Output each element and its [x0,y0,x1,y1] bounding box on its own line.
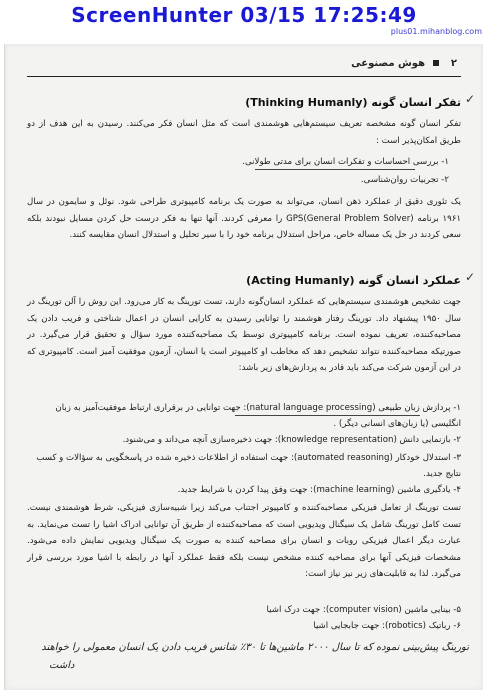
section2-item-6: ۶- رباتیک (robotics): جهت جابجایی اشیا [313,621,461,631]
handwritten-check-icon: ✓ [464,92,475,106]
banner-url: plus01.mihanblog.com [390,27,482,36]
section2-item-3: ۳- استدلال خودکار (automated reasoning): جهت استفاده از اطلاعات ذخیره شده در پاسخگویی به سؤالات و کسب نتایج جدید. [36,453,461,479]
page-header-title: هوش مصنوعی [351,58,425,69]
handwritten-underline [235,415,420,416]
handwritten-note: تورینگ پیش‌بینی نموده که تا سال ۲۰۰۰ ماشین‌ها تا ۳۰٪ شانس فریب دادن یک انسان معمولی را خواهند [41,642,469,653]
banner-title: ScreenHunter 03/15 17:25:49 [71,3,417,27]
handwritten-check-icon: ✓ [464,270,475,284]
bullet-square-icon [433,60,439,66]
scanned-page [4,44,483,690]
handwritten-underline [255,169,415,170]
section-heading-acting-humanly: عملکرد انسان گونه (Acting Humanly) [246,274,461,287]
section1-intro: تفکر انسان گونه مشخصه تعریف سیستم‌هایی هوشمندی است که مثل انسان فکر می‌کنند. رسیدن به این هدف از دو طریق امکان‌پذیر است : [27,119,461,146]
section2-item-4: ۴- یادگیری ماشین (machine learning): جهت وفق پیدا کردن با شرایط جدید. [177,485,461,495]
page-header [27,56,461,77]
handwritten-note-end: داشت [49,660,75,671]
section1-item-1: ۱- بررسی احساسات و تفکرات انسان برای مدتی طولانی. [242,157,449,167]
page-number: ۲ [450,58,457,69]
section1-item-2: ۲- تجربیات روان‌شناسی. [360,175,449,185]
screenhunter-banner [0,0,488,40]
section2-body: جهت تشخیص هوشمندی سیستم‌هایی که عملکرد انسان‌گونه دارند، تست تورینگ به کار می‌رود. این روش را آلن تورینگ در سال ۱۹۵۰ پیشنهاد داد. تورینگ رفتار هوشمند را توانایی رسیدن به کارایی انسان در اعمال شناختی و فریب دادن یک مصاحبه‌کننده، تعریف نموده است. برنامه کامپیوتری توسط یک مصاحبه‌کننده مورد سؤال و تحقیق قرار می‌گیرد. در صورتیکه مصاحبه‌کننده نتواند تشخیص دهد که مخاطب او کامپیوتر است یا انسان، آزمون موفقیت آمیز است. کامپیوتری که در این آزمون شرکت می‌کند باید قادر به پردازش‌های زیر باشد: [27,297,462,373]
section2-item-2: ۲- بازنمایی دانش (knowledge representation): جهت ذخیره‌سازی آنچه می‌داند و می‌شنود. [122,435,461,445]
section2-body2: تست تورینگ از تعامل فیزیکی مصاحبه‌کننده و کامپیوتر اجتناب می‌کند زیرا شبیه‌سازی فیزیکی، شرط هوشمندی نیست. تست کامل تورینگ شامل یک سیگنال ویدیویی است که مصاحبه‌کننده از طریق آن توانایی ادراک اشیا را تست می‌نماید. به عبارت دیگر اعمال فیزیکی روبات و انسان برای مصاحبه کننده به صورت یک سیگنال ویدیویی نمایش داده می‌شود. مشخصات فیزیکی آنها برای مصاحبه کننده مشخص نیست بلکه فقط عملکرد آنها در رابطه با اشیا مورد بررسی قرار می‌گیرد. لذا به قابلیت‌های زیر نیز نیاز است: [27,503,461,579]
section2-item-5: ۵- بینایی ماشین (computer vision): جهت درک اشیا [266,605,461,615]
section2-item-1: ۱- پردازش زبان طبیعی (natural language processing): جهت توانایی در برقراری ارتباط موفقیت‌آمیز به زبان انگلیسی (یا زبان‌های انسانی دیگر) . [55,403,461,429]
section1-body: یک تئوری دقیق از عملکرد ذهن انسان، می‌تواند به صورت یک برنامه کامپیوتری طراحی شود. نوئل و سایمون در سال ۱۹۶۱ برنامه (GPS(General Problem Solver را معرفی کردند. آنها تنها به فکر درست حل کردن مسایل نبودند بلکه سعی کردند در حل یک مساله خاص، مراحل استدلال برنامه خود را با سیر تحلیل و استدلال انسان مقایسه کنند. [27,197,461,240]
section-heading-thinking-humanly: تفکر انسان گونه (Thinking Humanly) [245,96,461,109]
